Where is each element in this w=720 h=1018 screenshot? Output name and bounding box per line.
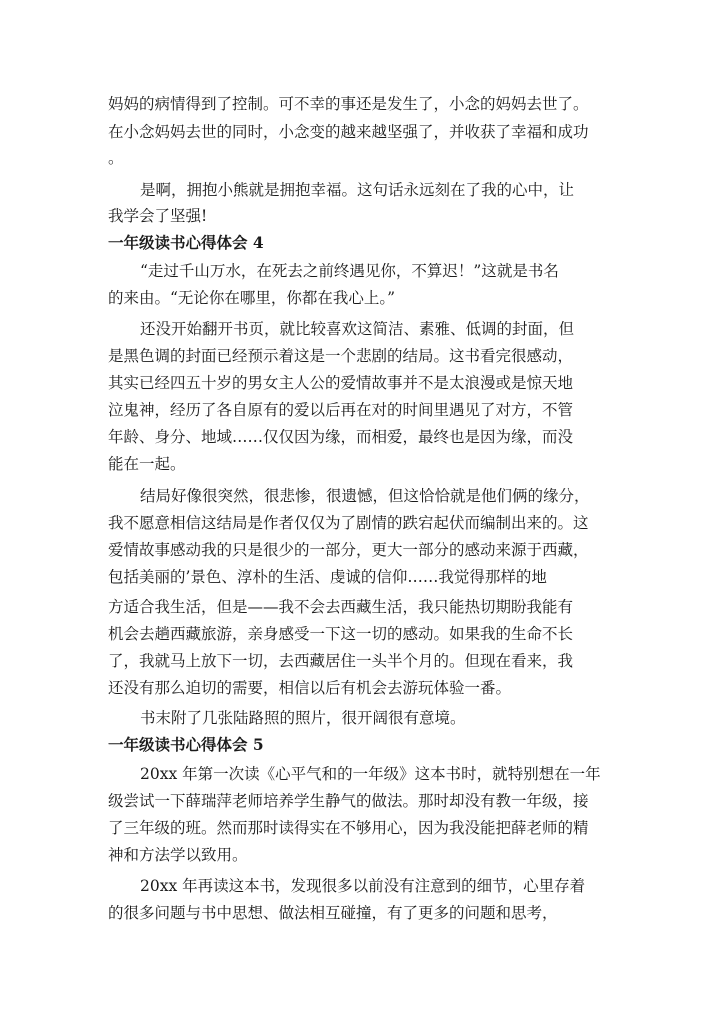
paragraph-line: 其实已经四五十岁的男女主人公的爱情故事并不是太浪漫或是惊天地 (108, 374, 574, 392)
paragraph-line: 能在一起。 (108, 455, 186, 473)
paragraph-line: 是啊，拥抱小熊就是拥抱幸福。这句话永远刻在了我的心中，让 (140, 181, 575, 199)
paragraph-line: 方适合我生活，但是——我不会去西藏生活，我只能热切期盼我能有 (108, 598, 574, 616)
paragraph-line: 是黑色调的封面已经预示着这是一个悲剧的结局。这书看完很感动， (108, 347, 574, 365)
section-heading-5: 一年级读书心得体会 5 (108, 735, 264, 754)
section-heading-4: 一年级读书心得体会 4 (108, 233, 264, 252)
paragraph-line: 。 (108, 149, 124, 167)
paragraph-line: 20xx 年再读这本书，发现很多以前没有注意到的细节，心里存着 (140, 877, 586, 895)
paragraph-line: 爱情故事感动我的只是很少的一部分，更大一部分的感动来源于西藏， (108, 541, 589, 559)
paragraph-line: 在小念妈妈去世的同时，小念变的越来越坚强了，并收获了幸福和成功 (108, 123, 589, 141)
paragraph-line: 还没有那么迫切的需要，相信以后有机会去游玩体验一番。 (108, 679, 512, 697)
paragraph-line: 级尝试一下薛瑞萍老师培养学生静气的做法。那时却没有教一年级，接 (108, 792, 589, 810)
paragraph-line: 还没开始翻开书页，就比较喜欢这简洁、素雅、低调的封面，但 (140, 320, 575, 338)
paragraph-line: 了，我就马上放下一切，去西藏居住一头半个月的。但现在看来，我 (108, 652, 574, 670)
paragraph-line: 书末附了几张陆路照的照片，很开阔很有意境。 (140, 709, 466, 727)
paragraph-line: 的很多问题与书中思想、做法相互碰撞，有了更多的问题和思考， (108, 904, 558, 922)
paragraph-line: 包括美丽的’景色、淳朴的生活、虔诚的信仰……我觉得那样的地 (108, 568, 547, 586)
paragraph-line: 泣鬼神，经历了各自原有的爱以后再在对的时间里遇见了对方，不管 (108, 401, 574, 419)
paragraph-line: 结局好像很突然，很悲惨，很遗憾，但这恰恰就是他们俩的缘分， (140, 487, 590, 505)
paragraph-line: 我不愿意相信这结局是作者仅仅为了剧情的跌宕起伏而编制出来的。这 (108, 514, 589, 532)
paragraph-line: 了三年级的班。然而那时读得实在不够用心，因为我没能把薛老师的精 (108, 819, 589, 837)
paragraph-line: “走过千山万水，在死去之前终遇见你，不算迟！”这就是书名 (140, 262, 559, 280)
paragraph-line: 的来由。“无论你在哪里，你都在我心上。” (108, 289, 396, 307)
paragraph-line: 年龄、身分、地域……仅仅因为缘，而相爱，最终也是因为缘，而没 (108, 428, 574, 446)
paragraph-line: 机会去趟西藏旅游，亲身感受一下这一切的感动。如果我的生命不长 (108, 625, 574, 643)
paragraph-line: 神和方法学以致用。 (108, 846, 248, 864)
paragraph-line: 20xx 年第一次读《心平气和的一年级》这本书时，就特别想在一年 (140, 765, 601, 783)
paragraph-line: 妈妈的病情得到了控制。可不幸的事还是发生了，小念的妈妈去世了。 (108, 95, 589, 113)
paragraph-line: 我学会了坚强! (108, 207, 208, 225)
